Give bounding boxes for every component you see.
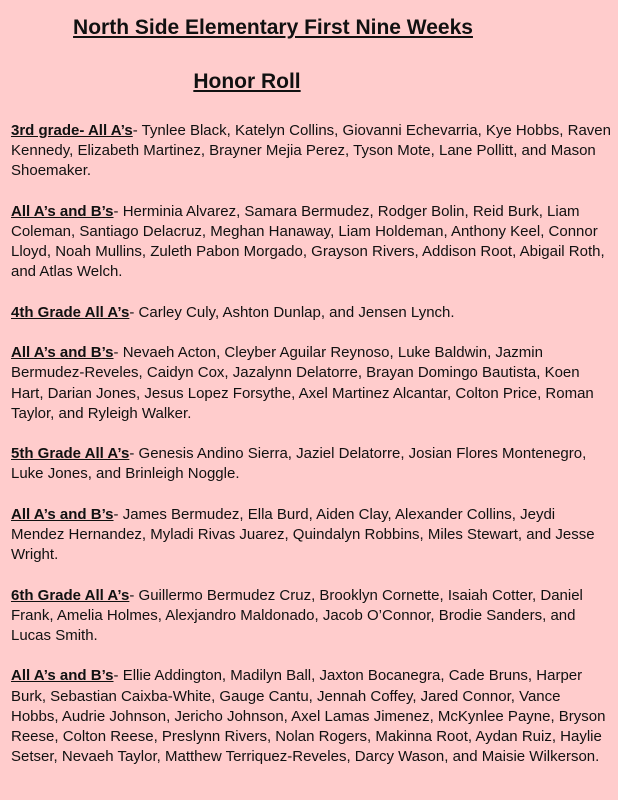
section-names: - James Bermudez, Ella Burd, Aiden Clay, Alexander Collins, Jeydi Mendez Hernandez, Myladi Rivas Juarez, Quindalyn Robbins, Miles Stewart, and Jesse Wright. bbox=[11, 505, 595, 564]
section-names: - Tynlee Black, Katelyn Collins, Giovanni Echevarria, Kye Hobbs, Raven Kennedy, Elizabeth Martinez, Brayner Mejia Perez, Tyson Mote, Lane Pollitt, and Mason Shoemaker. bbox=[11, 122, 611, 180]
section-names: - Guillermo Bermudez Cruz, Brooklyn Cornette, Isaiah Cotter, Daniel Frank, Amelia Holmes, Alexjandro Maldonado, Jacob O’Connor, Brodie Sanders, and Lucas Smith. bbox=[11, 586, 583, 644]
section-names: - Herminia Alvarez, Samara Bermudez, Rodger Bolin, Reid Burk, Liam Coleman, Santiago Delacruz, Meghan Hanaway, Liam Holdeman, Anthony Keel, Connor Lloyd, Noah Mullins, Zuleth Pabon Morgado, Grayson Rivers, Addison Root, Abigail Roth, and Atlas Welch. bbox=[11, 202, 605, 281]
section-label: 5th Grade All A’s bbox=[11, 445, 130, 463]
section-4th-grade-as-bs bbox=[11, 343, 611, 424]
section-5th-grade-as-bs bbox=[11, 505, 611, 566]
section-names: - Carley Culy, Ashton Dunlap, and Jensen Lynch. bbox=[129, 303, 455, 321]
section-label: 4th Grade All A’s bbox=[11, 303, 130, 321]
section-label: All A’s and B’s bbox=[11, 344, 114, 362]
section-4th-grade-all-as bbox=[11, 303, 611, 323]
section-label: 6th Grade All A’s bbox=[11, 586, 130, 604]
section-names: - Nevaeh Acton, Cleyber Aguilar Reynoso, Luke Baldwin, Jazmin Bermudez-Reveles, Caidyn Cox, Jazalynn Delatorre, Brayan Domingo Bautista, Koen Hart, Darian Jones, Jesus Lopez Forsythe, Axel Martinez Alcantar, Colton Price, Roman Taylor, and Ryleigh Walker. bbox=[11, 344, 594, 422]
section-label: All A’s and B’s bbox=[11, 202, 114, 220]
page-title: North Side Elementary First Nine Weeks bbox=[73, 16, 473, 39]
honor-roll-list bbox=[11, 121, 611, 788]
section-3rd-grade-as-bs bbox=[11, 202, 611, 283]
section-label: All A’s and B’s bbox=[11, 667, 114, 685]
section-names: - Ellie Addington, Madilyn Ball, Jaxton Bocanegra, Cade Bruns, Harper Burk, Sebastian Caixba-White, Gauge Cantu, Jennah Coffey, Jared Connor, Vance Hobbs, Audrie Johnson, Jericho Johnson, Axel Lamas Jimenez, McKynlee Payne, Bryson Reese, Colton Reese, Preslynn Rivers, Nolan Rogers, Makinna Root, Aydan Ruiz, Haylie Setser, Nevaeh Taylor, Matthew Terriquez-Reveles, Darcy Wason, and Maisie Wilkerson. bbox=[11, 667, 606, 766]
section-5th-grade-all-as bbox=[11, 444, 611, 484]
page-subtitle: Honor Roll bbox=[193, 70, 301, 93]
section-3rd-grade-all-as bbox=[11, 121, 611, 182]
section-6th-grade-as-bs bbox=[11, 666, 611, 767]
section-6th-grade-all-as bbox=[11, 586, 611, 647]
section-label: All A’s and B’s bbox=[11, 505, 114, 523]
section-label: 3rd grade- All A’s bbox=[11, 122, 133, 139]
section-names: - Genesis Andino Sierra, Jaziel Delatorre, Josian Flores Montenegro, Luke Jones, and Brinleigh Noggle. bbox=[11, 445, 587, 483]
